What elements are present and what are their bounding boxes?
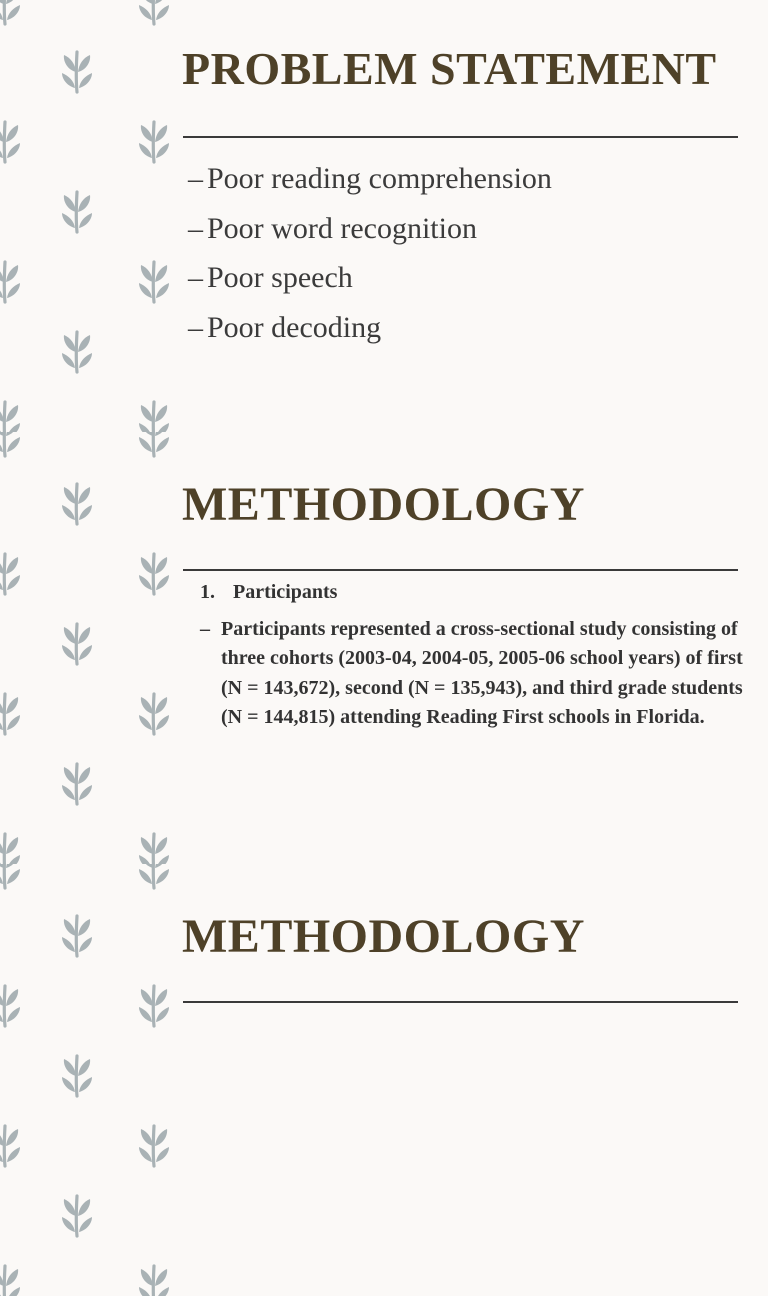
leaf-sprig-icon [137, 690, 171, 736]
leaf-pattern [0, 432, 180, 864]
methodology-body [200, 578, 745, 733]
bullet-text: Poor reading comprehension [207, 162, 552, 195]
leaf-sprig-icon [60, 1192, 94, 1238]
bullet-list [188, 154, 552, 352]
leaf-sprig-icon [60, 480, 94, 526]
leaf-sprig-icon [0, 1122, 22, 1168]
leaf-sprig-icon [0, 982, 22, 1028]
leaf-sprig-icon [60, 328, 94, 374]
leaf-sprig-icon [0, 0, 22, 26]
leaf-sprig-icon [0, 432, 22, 458]
item-number: 1. [200, 581, 215, 603]
slide-title: METHODOLOGY [182, 478, 585, 531]
leaf-sprig-icon [137, 1122, 171, 1168]
leaf-sprig-icon [137, 982, 171, 1028]
list-item [188, 303, 552, 353]
title-divider [183, 569, 738, 571]
leaf-sprig-icon [137, 258, 171, 304]
slide-title: PROBLEM STATEMENT [182, 43, 717, 94]
list-item [188, 204, 552, 254]
leaf-pattern [0, 864, 180, 1296]
leaf-pattern [0, 0, 180, 432]
leaf-sprig-icon [60, 188, 94, 234]
leaf-sprig-icon [137, 830, 171, 864]
title-divider [183, 1001, 738, 1003]
leaf-sprig-icon [0, 864, 22, 890]
dash-marker: – [188, 261, 203, 294]
leaf-sprig-icon [137, 432, 171, 458]
item-label: Participants [233, 581, 338, 603]
leaf-sprig-icon [0, 690, 22, 736]
list-item [188, 253, 552, 303]
leaf-sprig-icon [60, 620, 94, 666]
paragraph-text: Participants represented a cross-sectional study consisting of three cohorts (2003-04, 2004-05, 2005-06 school years) of first (N = 143,672), second (N = 135,943), and third grade students (N = 144,815) attending Reading First schools in Florida. [221, 617, 743, 728]
leaf-sprig-icon [137, 398, 171, 432]
list-item [188, 154, 552, 204]
bullet-text: Poor speech [207, 261, 353, 294]
dash-marker: – [188, 310, 203, 344]
slide-title: METHODOLOGY [182, 910, 585, 963]
leaf-sprig-icon [60, 48, 94, 94]
slide-methodology-1 [0, 432, 768, 864]
bullet-text: Poor word recognition [207, 211, 477, 245]
leaf-sprig-icon [137, 118, 171, 164]
leaf-sprig-icon [60, 760, 94, 806]
dash-marker: – [188, 211, 203, 245]
leaf-sprig-icon [0, 398, 22, 432]
leaf-sprig-icon [137, 0, 171, 26]
leaf-sprig-icon [0, 118, 22, 164]
dash-marker: – [200, 617, 210, 640]
leaf-sprig-icon [0, 550, 22, 596]
bullet-text: Poor decoding [207, 310, 382, 344]
dash-marker: – [188, 162, 203, 195]
numbered-item [200, 578, 745, 608]
slide-problem-statement [0, 0, 768, 432]
leaf-sprig-icon [0, 830, 22, 864]
leaf-sprig-icon [137, 1262, 171, 1296]
leaf-sprig-icon [60, 912, 94, 958]
leaf-sprig-icon [0, 258, 22, 304]
leaf-sprig-icon [137, 864, 171, 890]
slide-methodology-2 [0, 864, 768, 1296]
title-divider [183, 136, 738, 138]
leaf-sprig-icon [0, 1262, 22, 1296]
paragraph [200, 615, 745, 733]
leaf-sprig-icon [137, 550, 171, 596]
leaf-sprig-icon [60, 1052, 94, 1098]
